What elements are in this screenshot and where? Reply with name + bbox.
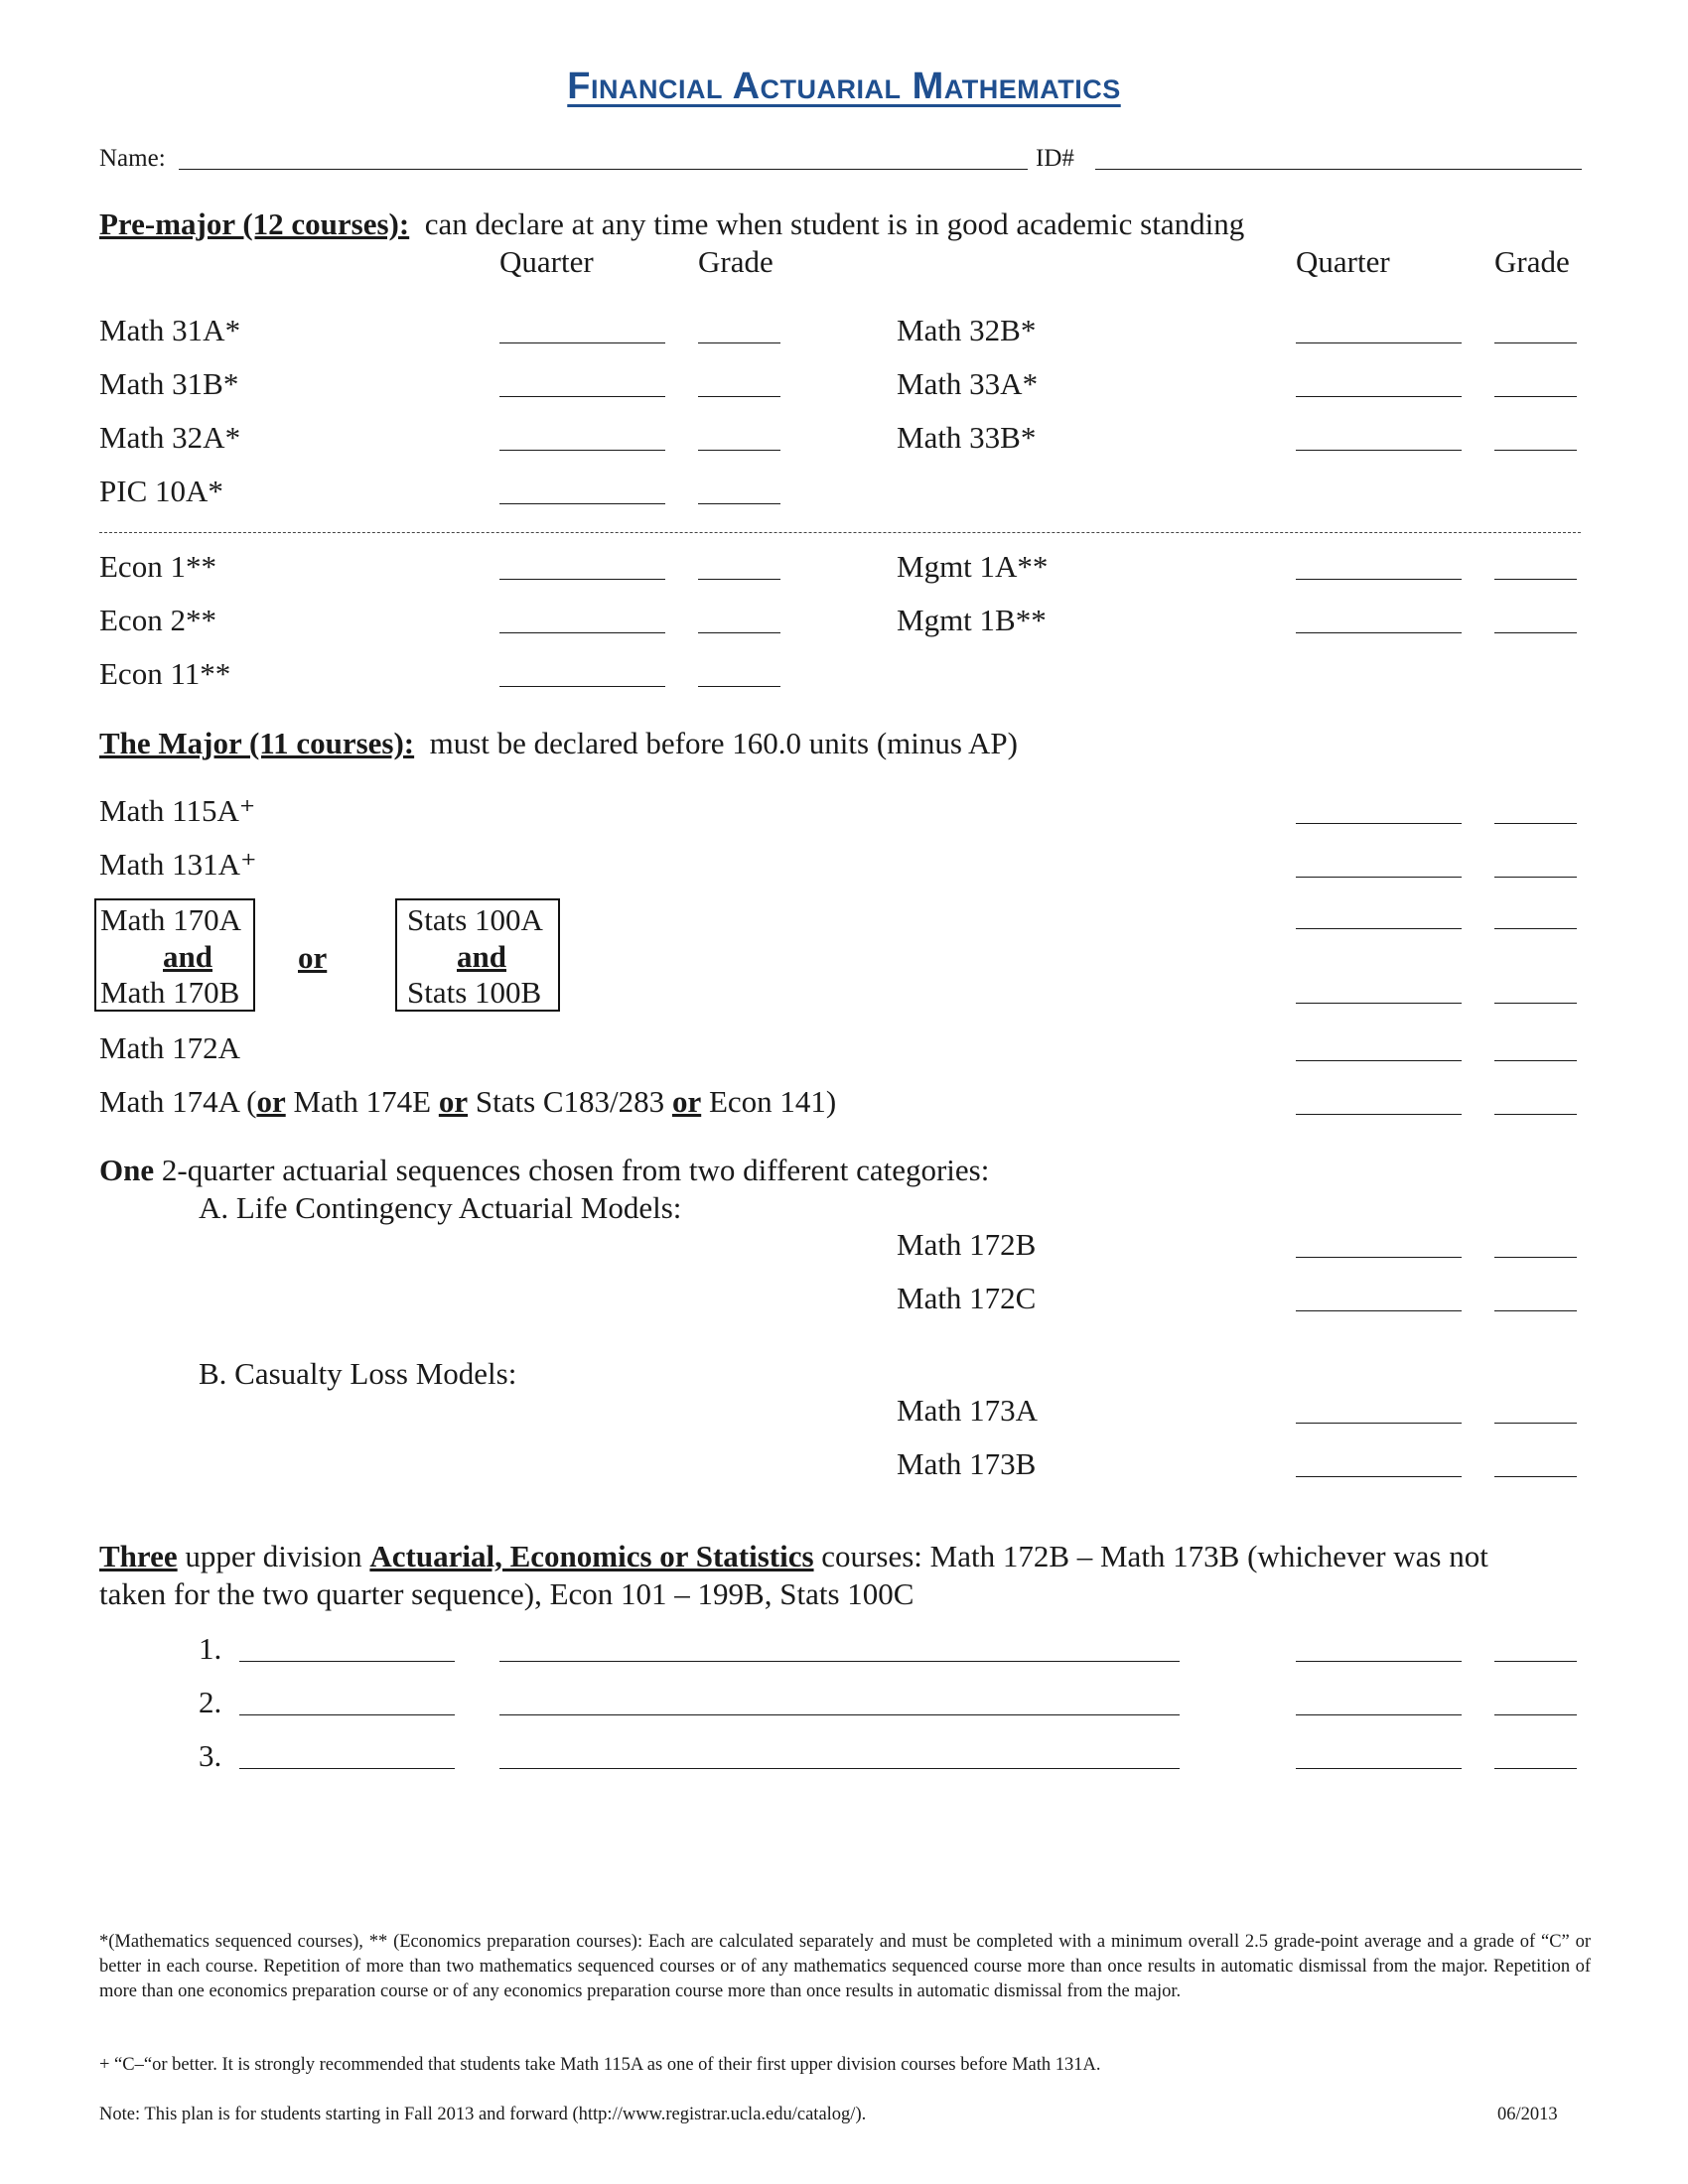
or-word: or: [256, 1084, 286, 1119]
course-math31b: Math 31B*: [99, 366, 239, 401]
footnote-main: *(Mathematics sequenced courses), ** (Economics preparation courses): Each are calculated separately and must be completed with a minimum overall 2.5 grade-point average and a grade of “C” or better in each course. Repetition of more than two mathematics sequenced courses or of any mathematics sequenced course more than once results in automatic dismissal from the major. Repetition of more than one economics preparation course or of any economics preparation course more than once results in automatic dismissal from the major.: [99, 1932, 1591, 2001]
box-and-left: and: [163, 939, 212, 974]
id-field[interactable]: [1095, 169, 1582, 170]
quarter-field[interactable]: [1296, 1114, 1462, 1115]
or-word: or: [438, 1084, 469, 1119]
course-math32b: Math 32B*: [897, 313, 1037, 347]
sequences-intro: [99, 1153, 989, 1188]
grade-field[interactable]: [698, 396, 780, 397]
grade-field[interactable]: [698, 503, 780, 504]
box-stats100b: Stats 100B: [407, 975, 542, 1010]
revision-date: 06/2013: [1497, 2105, 1558, 2124]
math170-box: [94, 898, 255, 1012]
premajor-desc: can declare at any time when student is in good academic standing: [424, 206, 1245, 241]
grade-field[interactable]: [1494, 632, 1577, 633]
major-heading: The Major (11 courses):: [99, 726, 415, 760]
note-suffix: ).: [855, 2105, 867, 2124]
box-math170a: Math 170A: [100, 902, 242, 937]
footnote-note: [99, 2103, 866, 2127]
box-math170b: Math 170B: [100, 975, 240, 1010]
quarter-field[interactable]: [1296, 1003, 1462, 1004]
quarter-field[interactable]: [1296, 1661, 1462, 1662]
or-connector: or: [298, 940, 328, 975]
grade-field[interactable]: [1494, 1114, 1577, 1115]
quarter-field[interactable]: [499, 579, 665, 580]
grade-field[interactable]: [1494, 342, 1577, 343]
grade-field[interactable]: [1494, 1060, 1577, 1061]
section-divider: [99, 532, 1581, 533]
course-econ1: Econ 1**: [99, 549, 216, 584]
grade-field[interactable]: [1494, 823, 1577, 824]
quarter-field[interactable]: [1296, 1476, 1462, 1477]
quarter-field[interactable]: [1296, 877, 1462, 878]
grade-field[interactable]: [1494, 1768, 1577, 1769]
grade-field[interactable]: [1494, 1714, 1577, 1715]
course-econ2: Econ 2**: [99, 603, 216, 637]
major-section: [99, 726, 1018, 761]
course-title-field[interactable]: [499, 1768, 1180, 1769]
course-math31a: Math 31A*: [99, 313, 241, 347]
course-math172b: Math 172B: [897, 1227, 1037, 1262]
math174-text: Stats C183/283: [468, 1084, 672, 1119]
quarter-field[interactable]: [499, 503, 665, 504]
category-b: B. Casualty Loss Models:: [199, 1356, 517, 1391]
or-word: or: [671, 1084, 702, 1119]
course-number-field[interactable]: [239, 1768, 455, 1769]
name-field[interactable]: [179, 169, 1028, 170]
course-number-field[interactable]: [239, 1714, 455, 1715]
quarter-field[interactable]: [1296, 1714, 1462, 1715]
quarter-field[interactable]: [1296, 928, 1462, 929]
grade-header-right: Grade: [1494, 244, 1570, 279]
quarter-field[interactable]: [1296, 1310, 1462, 1311]
grade-field[interactable]: [698, 450, 780, 451]
quarter-field[interactable]: [1296, 396, 1462, 397]
name-label: Name:: [99, 145, 166, 172]
box-stats100a: Stats 100A: [407, 902, 543, 937]
course-math172c: Math 172C: [897, 1281, 1037, 1315]
grade-field[interactable]: [698, 686, 780, 687]
catalog-link[interactable]: http://www.registrar.ucla.edu/catalog/: [578, 2105, 856, 2124]
grade-field[interactable]: [1494, 928, 1577, 929]
grade-field[interactable]: [1494, 1257, 1577, 1258]
quarter-field[interactable]: [499, 396, 665, 397]
upper-num-3: 3.: [199, 1738, 222, 1773]
sequences-one: One: [99, 1153, 155, 1187]
grade-field[interactable]: [1494, 1661, 1577, 1662]
course-math115a: Math 115A⁺: [99, 793, 256, 828]
grade-field[interactable]: [1494, 396, 1577, 397]
stats100-box: [395, 898, 560, 1012]
quarter-field[interactable]: [1296, 450, 1462, 451]
grade-field[interactable]: [1494, 1423, 1577, 1424]
upper-intro: [99, 1539, 1488, 1574]
quarter-field[interactable]: [499, 686, 665, 687]
course-mgmt1a: Mgmt 1A**: [897, 549, 1049, 584]
upper-num-2: 2.: [199, 1685, 222, 1719]
category-a: A. Life Contingency Actuarial Models:: [199, 1190, 682, 1225]
course-mgmt1b: Mgmt 1B**: [897, 603, 1047, 637]
math174-text: Math 174E: [285, 1084, 439, 1119]
math174-text: Math 174A (: [99, 1084, 257, 1119]
grade-header-left: Grade: [698, 244, 774, 279]
course-math173a: Math 173A: [897, 1393, 1039, 1428]
premajor-heading: Pre-major (12 courses):: [99, 206, 410, 241]
quarter-field[interactable]: [1296, 1060, 1462, 1061]
major-desc: must be declared before 160.0 units (minus AP): [429, 726, 1018, 760]
quarter-header-left: Quarter: [499, 244, 594, 279]
grade-field[interactable]: [698, 342, 780, 343]
upper-line2: taken for the two quarter sequence), Econ 101 – 199B, Stats 100C: [99, 1576, 914, 1611]
premajor-section: [99, 206, 1244, 242]
footnote-plus: + “C–“or better. It is strongly recommended that students take Math 115A as one of their first upper division courses before Math 131A.: [99, 2055, 1101, 2075]
quarter-field[interactable]: [1296, 632, 1462, 633]
upper-text: courses: Math 172B – Math 173B (whichever was not: [813, 1539, 1488, 1573]
course-pic10a: PIC 10A*: [99, 474, 223, 508]
note-prefix: Note: This plan is for students starting in Fall 2013 and forward (: [99, 2105, 579, 2124]
grade-field[interactable]: [698, 632, 780, 633]
course-math131a: Math 131A⁺: [99, 847, 257, 882]
quarter-field[interactable]: [1296, 342, 1462, 343]
grade-field[interactable]: [698, 579, 780, 580]
course-title-field[interactable]: [499, 1661, 1180, 1662]
course-math33a: Math 33A*: [897, 366, 1039, 401]
upper-text: upper division: [177, 1539, 370, 1573]
quarter-field[interactable]: [1296, 1257, 1462, 1258]
quarter-field[interactable]: [499, 342, 665, 343]
quarter-field[interactable]: [1296, 1423, 1462, 1424]
quarter-field[interactable]: [1296, 823, 1462, 824]
box-and-right: and: [457, 939, 506, 974]
course-econ11: Econ 11**: [99, 656, 231, 691]
sequences-rest: 2-quarter actuarial sequences chosen from two different categories:: [154, 1153, 990, 1187]
grade-field[interactable]: [1494, 579, 1577, 580]
quarter-field[interactable]: [1296, 579, 1462, 580]
upper-categories: Actuarial, Economics or Statistics: [369, 1539, 814, 1573]
quarter-field[interactable]: [499, 632, 665, 633]
grade-field[interactable]: [1494, 1310, 1577, 1311]
course-math174a: [99, 1084, 836, 1120]
upper-three: Three: [99, 1539, 178, 1573]
grade-field[interactable]: [1494, 1476, 1577, 1477]
id-label: ID#: [1036, 145, 1074, 172]
quarter-header-right: Quarter: [1296, 244, 1390, 279]
course-math32a: Math 32A*: [99, 420, 241, 455]
page-title: Financial Actuarial Mathematics: [567, 66, 1121, 107]
grade-field[interactable]: [1494, 877, 1577, 878]
course-math172a: Math 172A: [99, 1030, 241, 1065]
grade-field[interactable]: [1494, 1003, 1577, 1004]
course-math33b: Math 33B*: [897, 420, 1037, 455]
grade-field[interactable]: [1494, 450, 1577, 451]
math174-text: Econ 141): [701, 1084, 837, 1119]
course-math173b: Math 173B: [897, 1446, 1037, 1481]
upper-num-1: 1.: [199, 1631, 222, 1666]
quarter-field[interactable]: [1296, 1768, 1462, 1769]
quarter-field[interactable]: [499, 450, 665, 451]
course-number-field[interactable]: [239, 1661, 455, 1662]
course-title-field[interactable]: [499, 1714, 1180, 1715]
